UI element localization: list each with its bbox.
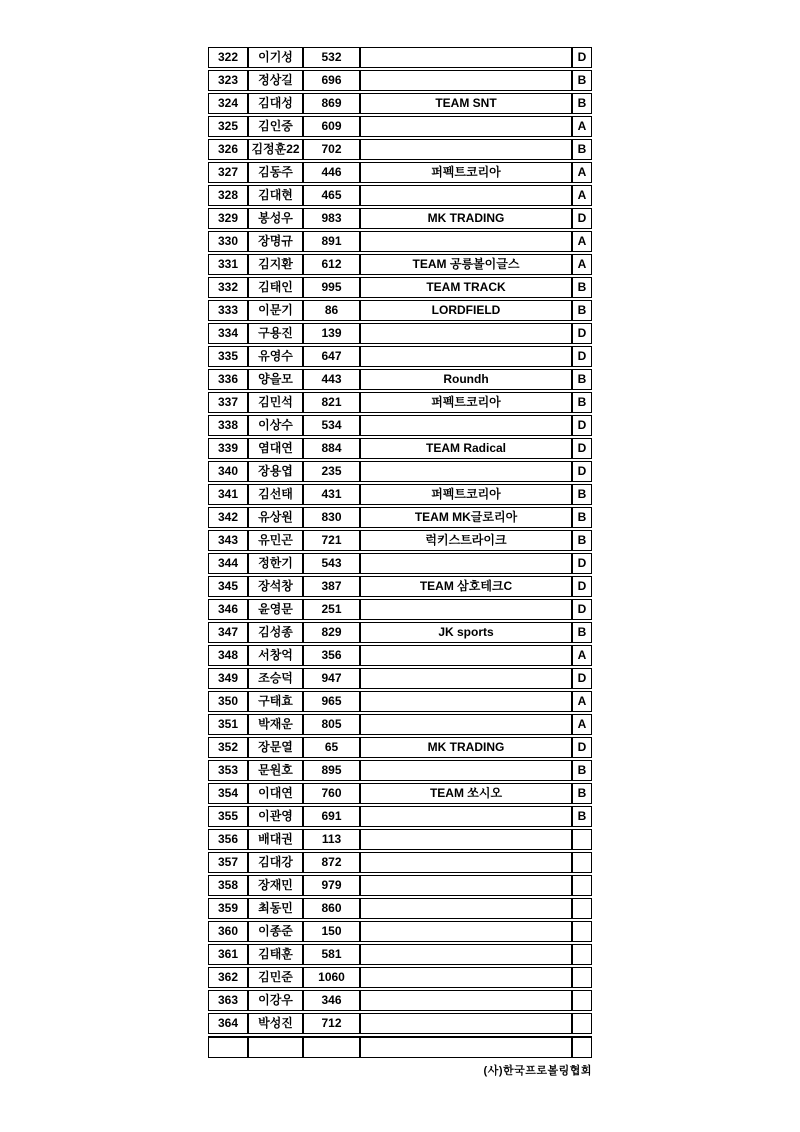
row-number-cell: 354 <box>208 783 248 804</box>
grade-cell <box>572 1013 592 1034</box>
table-row <box>208 668 592 689</box>
grade-cell: D <box>572 737 592 758</box>
row-number-cell: 326 <box>208 139 248 160</box>
member-number-cell: 356 <box>303 645 360 666</box>
name-cell: 장명규 <box>248 231 303 252</box>
grade-cell: B <box>572 783 592 804</box>
grade-cell <box>572 944 592 965</box>
row-number-cell: 332 <box>208 277 248 298</box>
row-number-cell: 333 <box>208 300 248 321</box>
table-row <box>208 116 592 137</box>
team-cell <box>360 714 572 735</box>
row-number-cell: 351 <box>208 714 248 735</box>
member-number-cell: 139 <box>303 323 360 344</box>
grade-cell: A <box>572 645 592 666</box>
grade-cell: A <box>572 714 592 735</box>
row-number-cell: 352 <box>208 737 248 758</box>
member-number-cell: 696 <box>303 70 360 91</box>
grade-cell: B <box>572 622 592 643</box>
member-number-cell: 581 <box>303 944 360 965</box>
grade-cell <box>572 1036 592 1058</box>
member-number-cell: 860 <box>303 898 360 919</box>
name-cell: 문원호 <box>248 760 303 781</box>
row-number-cell: 325 <box>208 116 248 137</box>
name-cell: 이기성 <box>248 47 303 68</box>
name-cell: 김선태 <box>248 484 303 505</box>
name-cell: 박재운 <box>248 714 303 735</box>
member-number-cell: 830 <box>303 507 360 528</box>
team-cell <box>360 806 572 827</box>
table-row <box>208 1013 592 1034</box>
table-row <box>208 829 592 850</box>
row-number-cell: 344 <box>208 553 248 574</box>
member-number-cell: 86 <box>303 300 360 321</box>
team-cell <box>360 875 572 896</box>
row-number-cell: 331 <box>208 254 248 275</box>
member-number-cell: 534 <box>303 415 360 436</box>
grade-cell <box>572 898 592 919</box>
member-number-cell: 895 <box>303 760 360 781</box>
team-cell <box>360 829 572 850</box>
name-cell: 구용진 <box>248 323 303 344</box>
grade-cell: D <box>572 576 592 597</box>
member-number-cell: 1060 <box>303 967 360 988</box>
grade-cell: B <box>572 392 592 413</box>
name-cell: 장문열 <box>248 737 303 758</box>
team-cell <box>360 70 572 91</box>
grade-cell: A <box>572 116 592 137</box>
table-row <box>208 484 592 505</box>
team-cell: TEAM SNT <box>360 93 572 114</box>
team-cell <box>360 346 572 367</box>
name-cell: 김태인 <box>248 277 303 298</box>
member-number-cell: 872 <box>303 852 360 873</box>
name-cell: 조승덕 <box>248 668 303 689</box>
grade-cell: B <box>572 369 592 390</box>
name-cell: 김동주 <box>248 162 303 183</box>
table-row <box>208 277 592 298</box>
table-row <box>208 576 592 597</box>
name-cell: 장석창 <box>248 576 303 597</box>
row-number-cell: 341 <box>208 484 248 505</box>
grade-cell <box>572 852 592 873</box>
table-row <box>208 852 592 873</box>
member-number-cell: 431 <box>303 484 360 505</box>
team-cell <box>360 898 572 919</box>
grade-cell: D <box>572 461 592 482</box>
name-cell: 김태훈 <box>248 944 303 965</box>
name-cell: 윤영문 <box>248 599 303 620</box>
name-cell: 김민준 <box>248 967 303 988</box>
row-number-cell: 334 <box>208 323 248 344</box>
team-cell <box>360 47 572 68</box>
table-row <box>208 875 592 896</box>
name-cell: 서창억 <box>248 645 303 666</box>
table-row <box>208 760 592 781</box>
grade-cell: B <box>572 484 592 505</box>
table-row <box>208 645 592 666</box>
row-number-cell <box>208 1036 248 1058</box>
member-number-cell: 995 <box>303 277 360 298</box>
team-cell: TEAM Radical <box>360 438 572 459</box>
team-cell <box>360 116 572 137</box>
row-number-cell: 330 <box>208 231 248 252</box>
member-number-cell: 443 <box>303 369 360 390</box>
table-row <box>208 47 592 68</box>
name-cell: 김대강 <box>248 852 303 873</box>
row-number-cell: 357 <box>208 852 248 873</box>
name-cell: 김민석 <box>248 392 303 413</box>
grade-cell: D <box>572 323 592 344</box>
row-number-cell: 335 <box>208 346 248 367</box>
name-cell: 이문기 <box>248 300 303 321</box>
name-cell: 김지환 <box>248 254 303 275</box>
team-cell: 퍼펙트코리아 <box>360 484 572 505</box>
team-cell: LORDFIELD <box>360 300 572 321</box>
row-number-cell: 355 <box>208 806 248 827</box>
row-number-cell: 322 <box>208 47 248 68</box>
team-cell <box>360 668 572 689</box>
table-row <box>208 323 592 344</box>
member-number-cell: 983 <box>303 208 360 229</box>
grade-cell: A <box>572 185 592 206</box>
member-number-cell: 387 <box>303 576 360 597</box>
team-cell <box>360 185 572 206</box>
member-number-cell: 612 <box>303 254 360 275</box>
table-row <box>208 346 592 367</box>
grade-cell <box>572 990 592 1011</box>
member-number-cell: 465 <box>303 185 360 206</box>
team-cell <box>360 645 572 666</box>
table-row <box>208 162 592 183</box>
member-number-cell: 891 <box>303 231 360 252</box>
name-cell: 박성진 <box>248 1013 303 1034</box>
name-cell: 구태효 <box>248 691 303 712</box>
table-row <box>208 70 592 91</box>
member-number-cell <box>303 1036 360 1058</box>
member-number-cell: 947 <box>303 668 360 689</box>
grade-cell: D <box>572 553 592 574</box>
row-number-cell: 328 <box>208 185 248 206</box>
name-cell: 장용엽 <box>248 461 303 482</box>
table-row <box>208 691 592 712</box>
row-number-cell: 359 <box>208 898 248 919</box>
member-number-cell: 446 <box>303 162 360 183</box>
member-number-cell: 532 <box>303 47 360 68</box>
name-cell: 염대연 <box>248 438 303 459</box>
name-cell: 정상길 <box>248 70 303 91</box>
table-row <box>208 530 592 551</box>
row-number-cell: 345 <box>208 576 248 597</box>
team-cell <box>360 990 572 1011</box>
name-cell: 양을모 <box>248 369 303 390</box>
team-cell <box>360 1036 572 1058</box>
row-number-cell: 338 <box>208 415 248 436</box>
row-number-cell: 362 <box>208 967 248 988</box>
grade-cell <box>572 921 592 942</box>
grade-cell: B <box>572 277 592 298</box>
team-cell <box>360 760 572 781</box>
row-number-cell: 363 <box>208 990 248 1011</box>
grade-cell: B <box>572 300 592 321</box>
row-number-cell: 327 <box>208 162 248 183</box>
table-row <box>208 415 592 436</box>
name-cell: 김성종 <box>248 622 303 643</box>
grade-cell <box>572 829 592 850</box>
table-row <box>208 553 592 574</box>
team-cell: MK TRADING <box>360 737 572 758</box>
member-table-body <box>208 47 592 1058</box>
team-cell: TEAM 쏘시오 <box>360 783 572 804</box>
grade-cell: A <box>572 231 592 252</box>
name-cell: 김인중 <box>248 116 303 137</box>
team-cell <box>360 415 572 436</box>
table-row <box>208 507 592 528</box>
team-cell: 럭키스트라이크 <box>360 530 572 551</box>
team-cell: 퍼펙트코리아 <box>360 392 572 413</box>
table-row <box>208 93 592 114</box>
table-row <box>208 139 592 160</box>
grade-cell: A <box>572 254 592 275</box>
table-row <box>208 944 592 965</box>
team-cell <box>360 691 572 712</box>
member-number-cell: 251 <box>303 599 360 620</box>
grade-cell <box>572 875 592 896</box>
footer-association-name: (사)한국프로볼링협회 <box>483 1065 592 1077</box>
grade-cell: B <box>572 806 592 827</box>
row-number-cell: 336 <box>208 369 248 390</box>
table-row <box>208 783 592 804</box>
team-cell: TEAM TRACK <box>360 277 572 298</box>
table-row <box>208 599 592 620</box>
table-row <box>208 231 592 252</box>
member-number-cell: 609 <box>303 116 360 137</box>
table-row <box>208 254 592 275</box>
table-row <box>208 898 592 919</box>
member-number-cell: 712 <box>303 1013 360 1034</box>
row-number-cell: 361 <box>208 944 248 965</box>
row-number-cell: 349 <box>208 668 248 689</box>
grade-cell: D <box>572 208 592 229</box>
name-cell: 이종준 <box>248 921 303 942</box>
member-number-cell: 805 <box>303 714 360 735</box>
member-number-cell: 65 <box>303 737 360 758</box>
team-cell: TEAM 삼호테크C <box>360 576 572 597</box>
team-cell <box>360 1013 572 1034</box>
table-row <box>208 806 592 827</box>
member-number-cell: 702 <box>303 139 360 160</box>
table-row <box>208 622 592 643</box>
table-row <box>208 438 592 459</box>
team-cell <box>360 967 572 988</box>
table-row <box>208 714 592 735</box>
table-row <box>208 392 592 413</box>
team-cell <box>360 852 572 873</box>
row-number-cell: 329 <box>208 208 248 229</box>
table-row <box>208 461 592 482</box>
team-cell: MK TRADING <box>360 208 572 229</box>
member-number-cell: 721 <box>303 530 360 551</box>
name-cell: 장재민 <box>248 875 303 896</box>
name-cell <box>248 1036 303 1058</box>
grade-cell: B <box>572 760 592 781</box>
row-number-cell: 340 <box>208 461 248 482</box>
grade-cell: B <box>572 530 592 551</box>
member-number-cell: 647 <box>303 346 360 367</box>
member-number-cell: 965 <box>303 691 360 712</box>
team-cell: TEAM MK글로리아 <box>360 507 572 528</box>
name-cell: 봉성우 <box>248 208 303 229</box>
name-cell: 유상원 <box>248 507 303 528</box>
table-row <box>208 369 592 390</box>
grade-cell: D <box>572 415 592 436</box>
row-number-cell: 324 <box>208 93 248 114</box>
name-cell: 배대권 <box>248 829 303 850</box>
grade-cell: B <box>572 507 592 528</box>
table-row <box>208 990 592 1011</box>
member-number-cell: 760 <box>303 783 360 804</box>
name-cell: 김대성 <box>248 93 303 114</box>
name-cell: 김대현 <box>248 185 303 206</box>
row-number-cell: 358 <box>208 875 248 896</box>
team-cell <box>360 461 572 482</box>
table-row <box>208 737 592 758</box>
member-number-cell: 346 <box>303 990 360 1011</box>
row-number-cell: 337 <box>208 392 248 413</box>
member-number-cell: 979 <box>303 875 360 896</box>
name-cell: 이강우 <box>248 990 303 1011</box>
team-cell <box>360 599 572 620</box>
grade-cell: A <box>572 691 592 712</box>
member-number-cell: 150 <box>303 921 360 942</box>
team-cell: Roundh <box>360 369 572 390</box>
row-number-cell: 323 <box>208 70 248 91</box>
grade-cell: D <box>572 47 592 68</box>
member-number-cell: 821 <box>303 392 360 413</box>
row-number-cell: 339 <box>208 438 248 459</box>
table-row <box>208 208 592 229</box>
grade-cell: B <box>572 93 592 114</box>
team-cell <box>360 944 572 965</box>
row-number-cell: 346 <box>208 599 248 620</box>
name-cell: 유영수 <box>248 346 303 367</box>
row-number-cell: 356 <box>208 829 248 850</box>
table-row <box>208 921 592 942</box>
member-table <box>208 45 592 1060</box>
row-number-cell: 360 <box>208 921 248 942</box>
grade-cell: D <box>572 599 592 620</box>
grade-cell: D <box>572 668 592 689</box>
grade-cell: D <box>572 346 592 367</box>
name-cell: 정한기 <box>248 553 303 574</box>
team-cell: TEAM 공릉볼이글스 <box>360 254 572 275</box>
team-cell: 퍼펙트코리아 <box>360 162 572 183</box>
member-number-cell: 884 <box>303 438 360 459</box>
name-cell: 김정훈22 <box>248 139 303 160</box>
table-row-empty <box>208 1036 592 1058</box>
row-number-cell: 364 <box>208 1013 248 1034</box>
row-number-cell: 353 <box>208 760 248 781</box>
row-number-cell: 348 <box>208 645 248 666</box>
table-row <box>208 185 592 206</box>
grade-cell: D <box>572 438 592 459</box>
team-cell <box>360 553 572 574</box>
name-cell: 유민곤 <box>248 530 303 551</box>
name-cell: 이대연 <box>248 783 303 804</box>
member-number-cell: 829 <box>303 622 360 643</box>
grade-cell <box>572 967 592 988</box>
member-number-cell: 869 <box>303 93 360 114</box>
team-cell: JK sports <box>360 622 572 643</box>
name-cell: 이상수 <box>248 415 303 436</box>
member-number-cell: 543 <box>303 553 360 574</box>
row-number-cell: 343 <box>208 530 248 551</box>
table-row <box>208 300 592 321</box>
member-number-cell: 113 <box>303 829 360 850</box>
row-number-cell: 342 <box>208 507 248 528</box>
team-cell <box>360 323 572 344</box>
table-row <box>208 967 592 988</box>
name-cell: 이관영 <box>248 806 303 827</box>
member-number-cell: 691 <box>303 806 360 827</box>
member-table-container <box>208 45 592 1060</box>
grade-cell: B <box>572 139 592 160</box>
member-number-cell: 235 <box>303 461 360 482</box>
grade-cell: A <box>572 162 592 183</box>
team-cell <box>360 231 572 252</box>
name-cell: 최동민 <box>248 898 303 919</box>
grade-cell: B <box>572 70 592 91</box>
team-cell <box>360 921 572 942</box>
row-number-cell: 350 <box>208 691 248 712</box>
row-number-cell: 347 <box>208 622 248 643</box>
team-cell <box>360 139 572 160</box>
